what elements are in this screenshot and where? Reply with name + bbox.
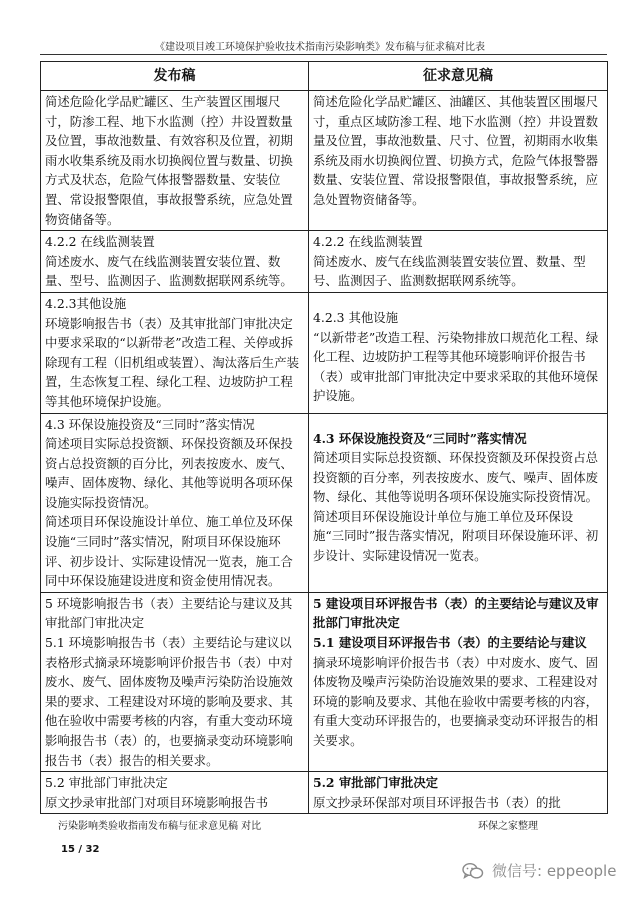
cell-paragraph: 简述危险化学品贮罐区、生产装置区围堰尺寸，防渗工程、地下水监测（控）井设置数量及位置，事故池数量、有效容积及位置，初期雨水收集系统及雨水切换阀位置与数量、切换方式及状态，危险气体报警器数量、安装位置、常设报警限值，事故报警系统，应急处置物资储备等。 [45,94,293,227]
cell-right [309,592,608,771]
table-row [41,292,608,413]
column-header-right: 征求意见稿 [309,62,608,91]
cell-paragraph: “以新带老”改造工程、污染物排放口规范化工程、绿化工程、边坡防护工程等其他环境影响评价报告书（表）或审批部门审批决定中要求采取的其他环境保护设施。 [313,329,599,404]
cell-heading: 5 建设项目环评报告书（表）的主要结论与建议及审批部门审批决定 [313,595,599,631]
cell-paragraph: 摘录环境影响评价报告书（表）中对废水、废气、固体废物及噪声污染防治设施效果的要求、工程建设对环境的影响及要求、其他在验收中需要考核的内容，有重大变动环评报告的，也要摘录变动环评报告的相关要求。 [313,654,598,748]
footer-right: 环保之家整理 [478,821,538,832]
page-number: 15 / 32 [61,844,100,855]
table-row [41,91,608,231]
cell-paragraph: 5 环境影响报告书（表）主要结论与建议及其审批部门审批决定 [45,595,293,631]
cell-paragraph: 5.2 审批部门审批决定 [45,775,168,791]
cell-paragraph: 4.2.2 在线监测装置 [45,234,155,250]
cell-paragraph: 4.2.3其他设施 [45,295,127,311]
table-row [41,413,608,592]
cell-paragraph: 原文抄录审批部门对项目环境影响报告书 [45,794,269,810]
cell-paragraph: 原文抄录环保部对项目环评报告书（表）的批 [313,794,561,810]
table-row [41,772,608,814]
cell-heading: 5.2 审批部门审批决定 [313,775,438,791]
cell-paragraph: 4.2.3 其他设施 [313,309,399,325]
cell-paragraph: 简述废水、废气在线监测装置安装位置、数量、型号、监测因子、监测数据联网系统等。 [313,253,586,289]
cell-left [41,772,309,814]
cell-left [41,413,309,592]
cell-paragraph: 简述废水、废气在线监测装置安装位置、数量、型号、监测因子、监测数据联网系统等。 [45,253,293,289]
cell-paragraph: 简述项目实际总投资额、环保投资额及环保投资占总投资额的百分比，列表按废水、废气、噪声、固体废物、绿化、其他等说明各项环保设施实际投资情况。 [45,436,293,510]
cell-left [41,231,309,293]
watermark [462,860,616,881]
cell-heading: 5.1 建设项目环评报告书（表）的主要结论与建议 [313,635,587,651]
footer-left: 污染影响类验收指南发布稿与征求意见稿 对比 [58,821,262,832]
cell-paragraph: 简述项目实际总投资额、环保投资额及环保投资占总投资额的百分率，列表按废水、废气、噪声、固体废物、绿化、其他等说明各项环保设施实际投资情况。 [313,450,598,505]
comparison-table [40,61,608,814]
cell-paragraph: 4.2.2 在线监测装置 [313,234,423,250]
cell-paragraph: 4.3 环保设施投资及“三同时”落实情况 [45,416,255,432]
cell-spacer [313,294,603,308]
wechat-icon [462,862,484,880]
watermark-text: 微信号: eppeople [492,862,617,880]
cell-right [309,91,608,231]
table-header-row [41,62,608,91]
column-header-left: 发布稿 [41,62,309,91]
cell-right [309,413,608,592]
cell-left [41,292,309,413]
cell-paragraph: 环境影响报告书（表）及其审批部门审批决定中要求采取的“以新带老”改造工程、关停或拆除现有工程（旧机组或装置）、淘汰落后生产装置，生态恢复工程、绿化工程、边坡防护工程等其他环境保护设施。 [45,315,300,409]
cell-right [309,292,608,413]
cell-right [309,231,608,293]
cell-paragraph: 简述项目环保设施设计单位、施工单位及环保设施“三同时”落实情况，附项目环保设施环评、初步设计、实际建设情况一览表，施工合同中环保设施建设进度和资金使用情况表。 [45,514,293,589]
cell-paragraph: 简述危险化学品贮罐区、油罐区、其他装置区围堰尺寸，重点区域防渗工程、地下水监测（控）井设置数量及位置，事故池数量、尺寸、位置，初期雨水收集系统及雨水切换阀位置、切换方式，危险气体报警器数量、安装位置、常设报警限值，事故报警系统，应急处置物资储备等。 [313,94,598,207]
page-header: 《建设项目竣工环境保护验收技术指南污染影响类》发布稿与征求稿对比表 [155,42,485,53]
cell-left [41,91,309,231]
cell-heading: 4.3 环保设施投资及“三同时”落实情况 [313,430,527,446]
cell-paragraph: 5.1 环境影响报告书（表）主要结论与建议以表格形式摘录环境影响评价报告书（表）中对废水、废气、固体废物及噪声污染防治设施效果的要求、工程建设对环境的影响及要求、其他在验收中需要考核的内容，有重大变动环境影响报告书（表）的，也要摘录变动环境影响报告书（表）报告的相关要求。 [45,635,293,768]
cell-spacer [313,415,603,429]
cell-right [309,772,608,814]
cell-left [41,592,309,771]
cell-paragraph: 简述项目环保设施设计单位与施工单位及环保设施“三同时”报告落实情况，附项目环保设施环评、初步设计、实际建设情况一览表。 [313,508,599,564]
table-row [41,592,608,771]
table-row [41,231,608,293]
header-rule [40,54,607,55]
